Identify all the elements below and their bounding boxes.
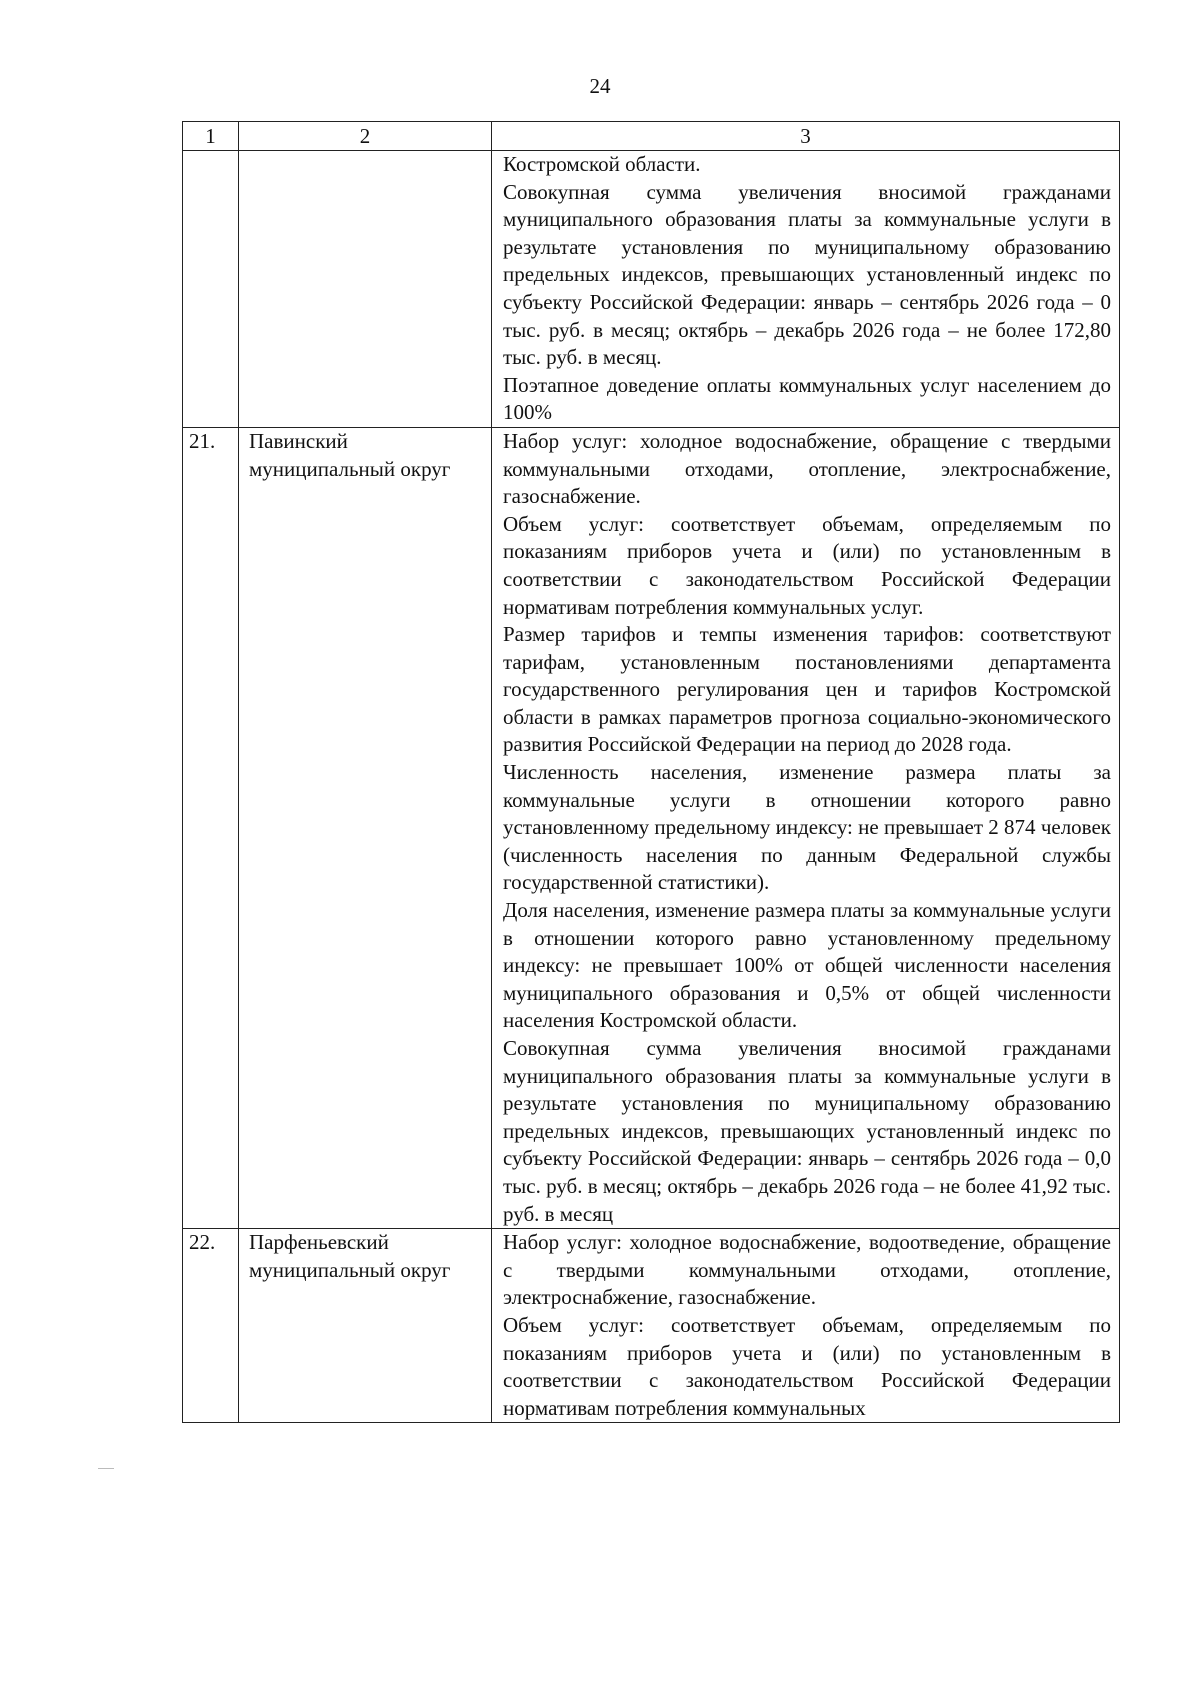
municipality-name-cell: Парфеньевский муниципальный округ	[239, 1229, 492, 1423]
header-cell-1: 1	[183, 122, 239, 151]
description-paragraph: Совокупная сумма увеличения вносимой гражданами муниципального образования платы за коммунальные услуги в результате установления по муниципальному образованию предельных индексов, превышающих установленный индекс по субъекту Российской Федерации: январь – сентябрь 2026 года – 0 тыс. руб. в месяц; октябрь – декабрь 2026 года – не более 172,80 тыс. руб. в месяц.	[503, 179, 1111, 370]
table-body	[183, 151, 1120, 1423]
row-number-cell: 21.	[183, 427, 239, 1228]
table-row	[183, 427, 1120, 1228]
table-row	[183, 151, 1120, 428]
scan-mark	[98, 1468, 114, 1469]
description-cell	[492, 151, 1120, 428]
document-table	[182, 121, 1120, 1423]
description-cell	[492, 1229, 1120, 1423]
table-row	[183, 1229, 1120, 1423]
description-paragraph: Размер тарифов и темпы изменения тарифов: соответствуют тарифам, установленным постановлениями департамента государственного регулирования цен и тарифов Костромской области в рамках параметров прогноза социально-экономического развития Российской Федерации на период до 2028 года.	[503, 622, 1111, 757]
description-paragraph: Доля населения, изменение размера платы за коммунальные услуги в отношении которого равно установленному предельному индексу: не превышает 100% от общей численности населения муниципального образования и 0,5% от общей численности населения Костромской области.	[503, 898, 1111, 1033]
description-paragraph: Численность населения, изменение размера платы за коммунальные услуги в отношении которого равно установленному предельному индексу: не превышает 2 874 человек (численность населения по данным Федеральной службы государственной статистики).	[503, 760, 1111, 895]
description-paragraph: Набор услуг: холодное водоснабжение, обращение с твердыми коммунальными отходами, отопление, электроснабжение, газоснабжение.	[503, 428, 1111, 509]
municipality-name-cell	[239, 151, 492, 428]
description-paragraph: Объем услуг: соответствует объемам, определяемым по показаниям приборов учета и (или) по установленным в соответствии с законодательством Российской Федерации нормативам потребления коммунальных	[503, 1312, 1111, 1420]
description-paragraph: Набор услуг: холодное водоснабжение, водоотведение, обращение с твердыми коммунальными отходами, отопление, электроснабжение, газоснабжение.	[503, 1230, 1111, 1310]
page-number: 24	[589, 74, 611, 98]
description-cell	[492, 427, 1120, 1228]
header-cell-2: 2	[239, 122, 492, 151]
table-header-row	[183, 122, 1120, 151]
row-number-cell	[183, 151, 239, 428]
row-number-cell: 22.	[183, 1229, 239, 1423]
description-paragraph: Поэтапное доведение оплаты коммунальных услуг населением до 100%	[503, 372, 1111, 425]
description-paragraph: Костромской области.	[503, 152, 701, 176]
description-paragraph: Совокупная сумма увеличения вносимой гражданами муниципального образования платы за коммунальные услуги в результате установления по муниципальному образованию предельных индексов, превышающих установленный индекс по субъекту Российской Федерации: январь – сентябрь 2026 года – 0,0 тыс. руб. в месяц; октябрь – декабрь 2026 года – не более 41,92 тыс. руб. в месяц	[503, 1036, 1111, 1226]
header-cell-3: 3	[492, 122, 1120, 151]
description-paragraph: Объем услуг: соответствует объемам, определяемым по показаниям приборов учета и (или) по установленным в соответствии с законодательством Российской Федерации нормативам потребления коммунальных услуг.	[503, 511, 1111, 619]
municipality-name-cell: Павинский муниципальный округ	[239, 427, 492, 1228]
